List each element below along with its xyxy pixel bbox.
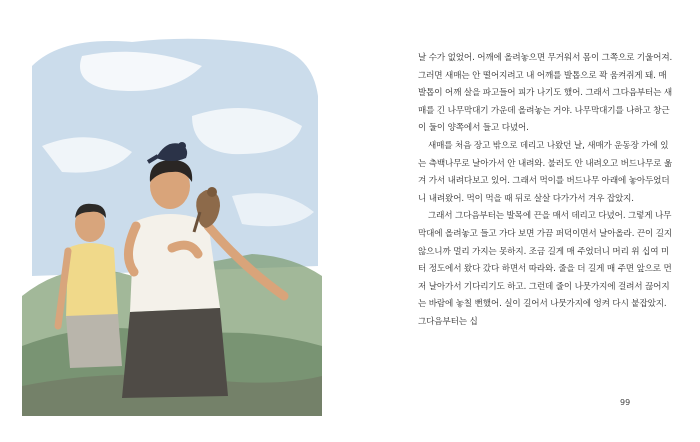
paragraph-3: 그래서 그다음부터는 발목에 끈을 매서 데리고 다녔어. 그렇게 나무막대에 올려놓고 들고 가다 보면 가끔 퍼덕이면서 날아올라. 끈이 길지 않으니까 멀리 가지는 못하지. 조금 길게 매 주었더니 머리 위 십여 미터 정도에서 왔다 갔다 하면서 따라와. 줄을 더 길게 매 주면 앞으로 먼저 날아가서 기다리기도 하고. 그런데 줄이 나뭇가지에 걸려서 끊어지는 바람에 놓칠 뻔했어. 실이 길어서 나뭇가지에 엉켜 다시 붙잡았지. 그다음부터는 십 bbox=[418, 211, 673, 327]
illustration bbox=[22, 26, 322, 416]
body-text bbox=[418, 50, 674, 332]
paragraph-2: 새매를 처음 장고 밖으로 데리고 나왔던 날, 새매가 운동장 가에 있는 측백나무로 날아가서 안 내려와. 불러도 안 내려오고 버드나무로 옮겨 가서 내려다보고 있어. 그래서 먹이를 버드나무 아래에 놓아두었더니 내려왔어. 먹이 먹을 때 뒤로 살살 다가가서 겨우 잡았지. bbox=[418, 140, 673, 204]
page-number: 99 bbox=[620, 398, 631, 407]
paragraph-1: 날 수가 없었어. 어깨에 올려놓으면 무거워서 몸이 그쪽으로 기울어져. 그러면 새매는 안 떨어지려고 내 어깨를 발톱으로 꽉 움켜쥐게 돼. 매 발톱이 어깨 살을 파고들어 피가 나기도 했어. 그래서 그다음부터는 새매를 긴 나무막대기 가운데 올려놓는 거야. 나무막대기를 나하고 창근이 둘이 양쪽에서 들고 다녔어. bbox=[418, 53, 673, 134]
boy-with-birds-illustration-icon bbox=[22, 26, 322, 416]
